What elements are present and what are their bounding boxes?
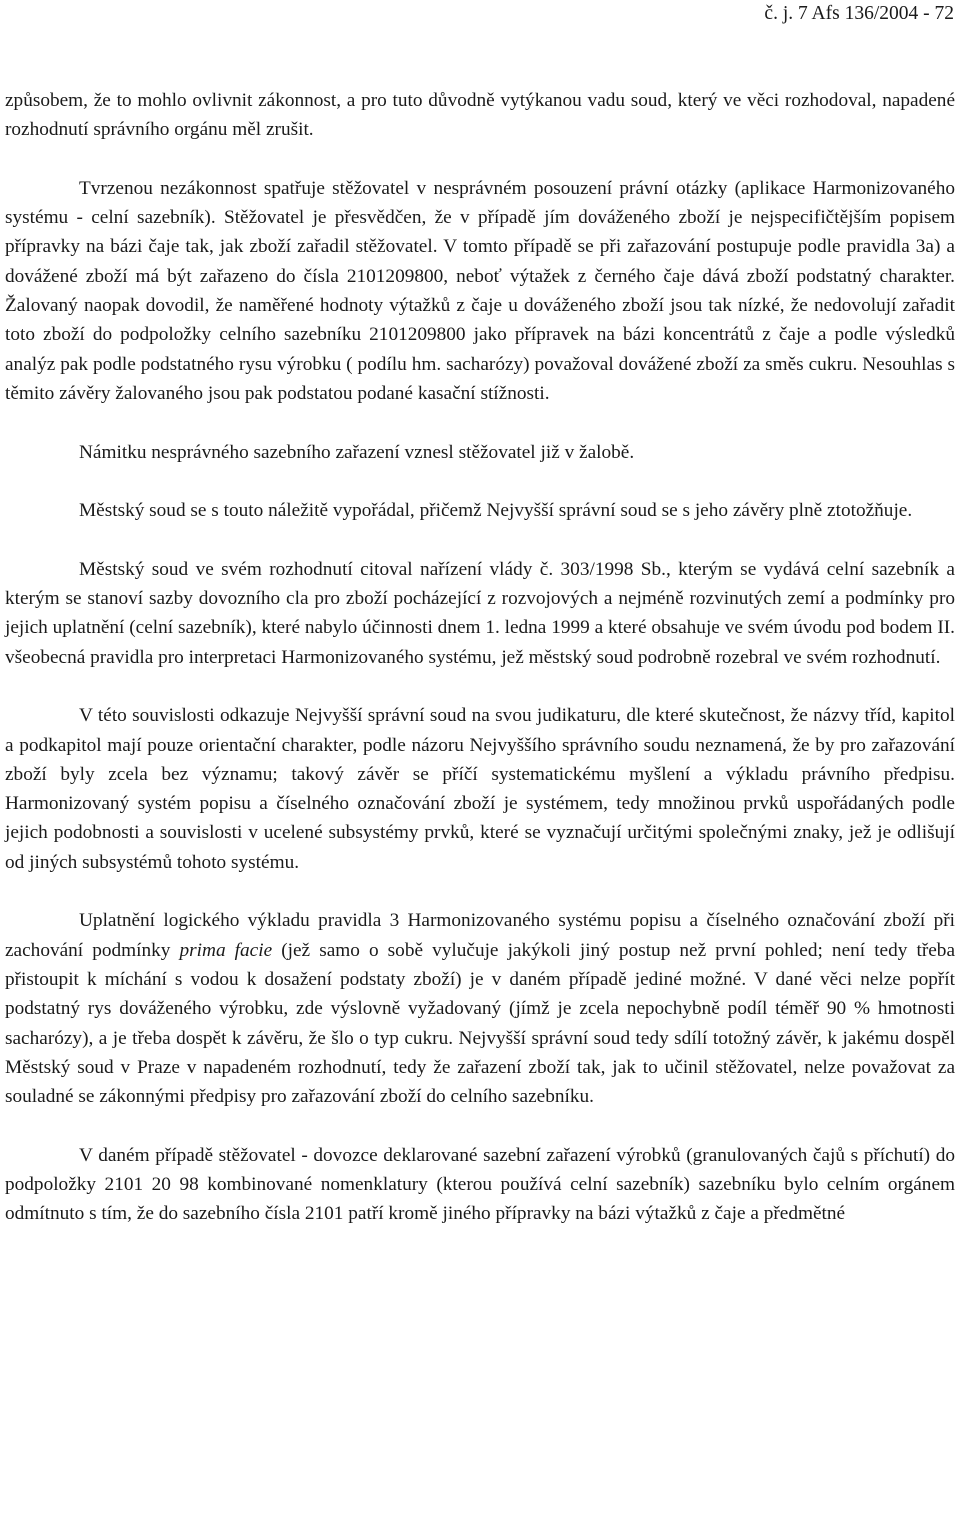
paragraph-regulation: Městský soud ve svém rozhodnutí citoval nařízení vlády č. 303/1998 Sb., kterým se vydává celní sazebník a kterým se stanoví sazby dovozního cla pro zboží pocházející z rozvojových a nejméně rozvinutých zemí a podmínky pro jejich uplatnění (celní sazebník), které nabylo účinnosti dnem 1. ledna 1999 a které obsahuje ve svém úvodu pod bodem II. všeobecná pravidla pro interpretaci Harmonizovaného systému, jež městský soud podrobně rozebral ve svém rozhodnutí. xyxy=(5,558,955,668)
text-segment: (jež samo o sobě vylučuje jakýkoli jiný postup než první pohled; není tedy třeba přistoupit k míchání s vodou k dosažení podstaty zboží) je v daném případě jediné možné. V dané věci nelze popřít podstatný rys dováženého výrobku, zde výslovně vyžadovaný (jímž je zcela nepochybně podíl téměř 90 % hmotnosti sacharózy), a je třeba dospět k závěru, že šlo o typ cukru. Nejvyšší správní soud tedy sdílí totožný závěr, k jakému dospěl Městský soud v Praze v napadeném rozhodnutí, tedy že zařazení zboží tak, jak to učinil stěžovatel, nelze považovat za souladné se zákonnými předpisy pro zařazování zboží do celního sazebníku. xyxy=(5,939,956,1108)
latin-term: prima facie xyxy=(179,939,273,961)
document-body xyxy=(5,86,955,1229)
paragraph-case-law: V této souvislosti odkazuje Nejvyšší správní soud na svou judikaturu, dle které skutečnost, že názvy tříd, kapitol a podkapitol mají pouze orientační charakter, podle názoru Nejvyššího správního soudu neznamená, že by pro zařazování zboží byly zcela bez významu; takový závěr se příčí systematickému myšlení a výkladu právního předpisu. Harmonizovaný systém popisu a číselného označování zboží je systémem, tedy množinou prvků uspořádaných podle jejich podobnosti a souvislosti v ucelené subsystémy prvků, které se vyznačují určitými společnými znaky, jež je odlišují od jiných subsystémů tohoto systému. xyxy=(5,705,955,873)
case-reference: č. j. 7 Afs 136/2004 - 72 xyxy=(764,3,954,24)
paragraph-objection: Námitku nesprávného sazebního zařazení vznesl stěžovatel již v žalobě. xyxy=(79,441,635,463)
text-segment: Uplatnění logického výkladu pravidla 3 Harmonizovaného systému popisu a číselného označování zboží při zachování podmínky xyxy=(5,910,955,961)
paragraph-city-court: Městský soud se s touto náležitě vypořádal, přičemž Nejvyšší správní soud se s jeho závěry plně ztotožňuje. xyxy=(79,500,913,522)
paragraph-continuation: způsobem, že to mohlo ovlivnit zákonnost, a pro tuto důvodně vytýkanou vadu soud, který ve věci rozhodoval, napadené rozhodnutí správního orgánu měl zrušit. xyxy=(5,90,955,141)
paragraph-claim: Tvrzenou nezákonnost spatřuje stěžovatel v nesprávném posouzení právní otázky (aplikace Harmonizovaného systému - celní sazebník). Stěžovatel je přesvědčen, že v případě jím dováženého zboží je nejspecifičtějším popisem přípravky na bázi čaje tak, jak zboží zařadil stěžovatel. V tomto případě se při zařazování postupuje podle pravidla 3a) a dovážené zboží má být zařazeno do čísla 2101209800, neboť výtažek z černého čaje dává zboží podstatný charakter. Žalovaný naopak dovodil, že naměřené hodnoty výtažků z čaje u dováženého zboží jsou tak nízké, že nedovolují zařadit toto zboží do podpoložky celního sazebníku 2101209800 jako přípravek na bázi koncentrátů z čaje a podle výsledků analýz pak podle podstatného rysu výrobku ( podílu hm. sacharózy) považoval dovážené zboží za směs cukru. Nesouhlas s těmito závěry žalovaného jsou pak podstatou podané kasační stížnosti. xyxy=(5,177,955,404)
paragraph-current-case: V daném případě stěžovatel - dovozce deklarované sazební zařazení výrobků (granulovaných čajů s příchutí) do podpoložky 2101 20 98 kombinované nomenklatury (kterou používá celní sazebník) sazebníku bylo celním orgánem odmítnuto s tím, že do sazebního čísla 2101 patří kromě jiného přípravky na bázi výtažků z čaje a předmětné xyxy=(5,1144,955,1225)
paragraph-logical-interpretation xyxy=(5,906,955,1111)
